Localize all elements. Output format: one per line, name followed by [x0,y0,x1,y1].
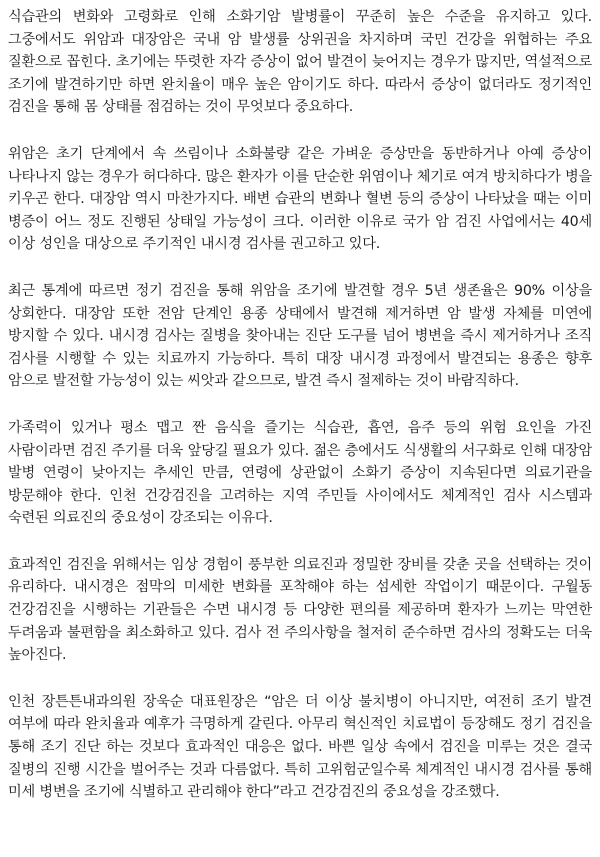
paragraph-gap [8,667,592,691]
article-body [8,6,592,804]
paragraph-risk-factors: 가족력이 있거나 평소 맵고 짠 음식을 즐기는 식습관, 흡연, 음주 등의 위험 요인을 가진 사람이라면 검진 주기를 더욱 앞당길 필요가 있다. 젊은 층에서도 식생활의 서구화로 인해 대장암 발병 연령이 낮아지는 추세인 만큼, 연령에 상관없이 소화기 증상이 지속된다면 의료기관을 방문해야 한다. 인천 건강검진을 고려하는 지역 주민들 사이에서도 체계적인 검사 시스템과 숙련된 의료진의 중요성이 강조되는 이유다. [8,419,592,527]
paragraph-statistics: 최근 통계에 따르면 정기 검진을 통해 위암을 조기에 발견할 경우 5년 생존율은 90% 이상을 상회한다. 대장암 또한 전암 단계인 용종 상태에서 발견해 제거하면 암 발생 자체를 미연에 방지할 수 있다. 내시경 검사는 질병을 찾아내는 진단 도구를 넘어 병변을 즉시 제거하거나 조직 검사를 시행할 수 있는 치료까지 가능하다. 특히 대장 내시경 과정에서 발견되는 용종은 향후 암으로 발전할 가능성이 있는 씨앗과 같으므로, 발견 즉시 절제하는 것이 바람직하다. [8,282,592,390]
paragraph-gap [8,530,592,554]
paragraph-gap [8,393,592,417]
paragraph-gap [8,256,592,280]
paragraph-director-quote: 인천 장튼튼내과의원 장욱순 대표원장은 “암은 더 이상 불치병이 아니지만, 여전히 조기 발견 여부에 따라 완치율과 예후가 극명하게 갈린다. 아무리 혁신적인 치료법이 등장해도 정기 검진을 통해 조기 진단 하는 것보다 효과적인 대응은 없다. 바쁜 일상 속에서 검진을 미루는 것은 결국 질병의 진행 시간을 벌어주는 것과 다름없다. 특히 고위험군일수록 체계적인 내시경 검사를 통해 미세 병변을 조기에 식별하고 관리해야 한다”라고 건강검진의 중요성을 강조했다. [8,693,592,801]
paragraph-intro: 식습관의 변화와 고령화로 인해 소화기암 발병률이 꾸준히 높은 수준을 유지하고 있다. 그중에서도 위암과 대장암은 국내 암 발생률 상위권을 차지하며 국민 건강을 위협하는 주요 질환으로 꼽힌다. 초기에는 뚜렷한 자각 증상이 없어 발견이 늦어지는 경우가 많지만, 역설적으로 조기에 발견하기만 하면 완치율이 매우 높은 암이기도 하다. 따라서 증상이 없더라도 정기적인 검진을 통해 몸 상태를 점검하는 것이 무엇보다 중요하다. [8,9,592,116]
paragraph-gastric-cancer: 위암은 초기 단계에서 속 쓰림이나 소화불량 같은 가벼운 증상만을 동반하거나 아예 증상이 나타나지 않는 경우가 허다하다. 많은 환자가 이를 단순한 위염이나 체기로 여겨 방치하다가 병을 키우곤 한다. 대장암 역시 마찬가지다. 배변 습관의 변화나 혈변 등의 증상이 나타났을 때는 이미 병증이 어느 정도 진행된 상태일 가능성이 크다. 이러한 이유로 국가 암 검진 사업에서는 40세 이상 성인을 대상으로 주기적인 내시경 검사를 권고하고 있다. [8,145,592,253]
paragraph-gap [8,119,592,143]
paragraph-effective-screening: 효과적인 검진을 위해서는 임상 경험이 풍부한 의료진과 정밀한 장비를 갖춘 곳을 선택하는 것이 유리하다. 내시경은 점막의 미세한 변화를 포착해야 하는 섬세한 작업이기 때문이다. 구월동 건강검진을 시행하는 기관들은 수면 내시경 등 다양한 편의를 제공하며 환자가 느끼는 막연한 두려움과 불편함을 최소화하고 있다. 검사 전 주의사항을 철저히 준수하면 검사의 정확도는 더욱 높아진다. [8,556,592,664]
